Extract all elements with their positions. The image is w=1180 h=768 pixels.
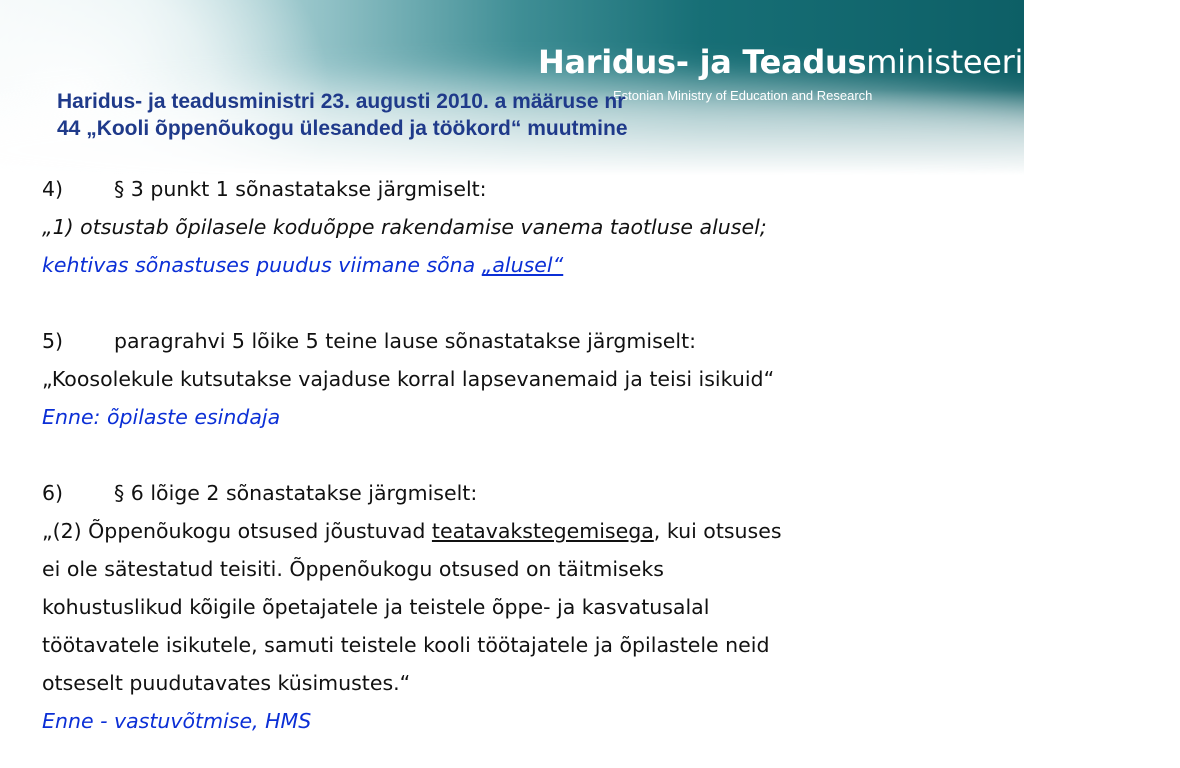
item-heading-text: § 3 punkt 1 sõnastatakse järgmiselt: (114, 177, 487, 201)
item-heading (42, 170, 982, 208)
logo-wordmark-light: ministeerium (866, 43, 1074, 81)
item-quote-suffix: , kui otsuses (653, 519, 782, 543)
item-number: 6) (42, 481, 64, 505)
item-quote-line: kohustuslikud kõigile õpetajatele ja teistele õppe- ja kasvatusalal (42, 595, 710, 619)
item-quote-line (42, 512, 982, 550)
amendment-item-4 (42, 170, 982, 284)
item-quote-line: töötavatele isikutele, samuti teistele kooli töötajatele ja õpilastele neid (42, 633, 770, 657)
item-quote: „Koosolekule kutsutakse vajaduse korral lapsevanemaid ja teisi isikuid“ (42, 367, 775, 391)
item-heading-text: § 6 lõige 2 sõnastatakse järgmiselt: (114, 481, 478, 505)
item-number: 4) (42, 177, 64, 201)
item-quote: „1) otsustab õpilasele koduõppe rakendamise vanema taotluse alusel; (42, 215, 767, 239)
item-note: Enne: õpilaste esindaja (42, 405, 281, 429)
item-heading-text: paragrahvi 5 lõike 5 teine lause sõnastatakse järgmiselt: (114, 329, 697, 353)
item-quote-line: otseselt puudutavates küsimustes.“ (42, 671, 411, 695)
spacer (42, 284, 982, 322)
item-quote-line: ei ole sätestatud teisiti. Õppenõukogu otsused on täitmiseks (42, 557, 664, 581)
item-note: Enne - vastuvõtmise, HMS (42, 709, 312, 733)
item-heading (42, 474, 982, 512)
logo-subtitle: Estonian Ministry of Education and Research (613, 88, 873, 103)
slide-content (42, 170, 982, 740)
slide-title-line-2: 44 „Kooli õppenõukogu ülesanded ja töökord“ muutmine (57, 117, 628, 140)
item-number: 5) (42, 329, 64, 353)
amendment-item-5 (42, 322, 982, 436)
item-heading (42, 322, 982, 360)
logo-wordmark (538, 44, 1074, 80)
item-note-underlined: „alusel“ (481, 253, 564, 277)
logo-wordmark-bold: Haridus- ja Teadus (538, 43, 867, 81)
spacer (42, 436, 982, 474)
slide-title-line-1: Haridus- ja teadusministri 23. augusti 2010. a määruse nr (57, 90, 626, 113)
amendment-item-6 (42, 474, 982, 740)
item-note-text: kehtivas sõnastuses puudus viimane sõna (42, 253, 482, 277)
slide-title (57, 88, 837, 142)
item-note (42, 246, 982, 284)
item-quote-prefix: „(2) Õppenõukogu otsused jõustuvad (42, 519, 432, 543)
item-quote-underlined: teatavakstegemisega (431, 519, 654, 543)
